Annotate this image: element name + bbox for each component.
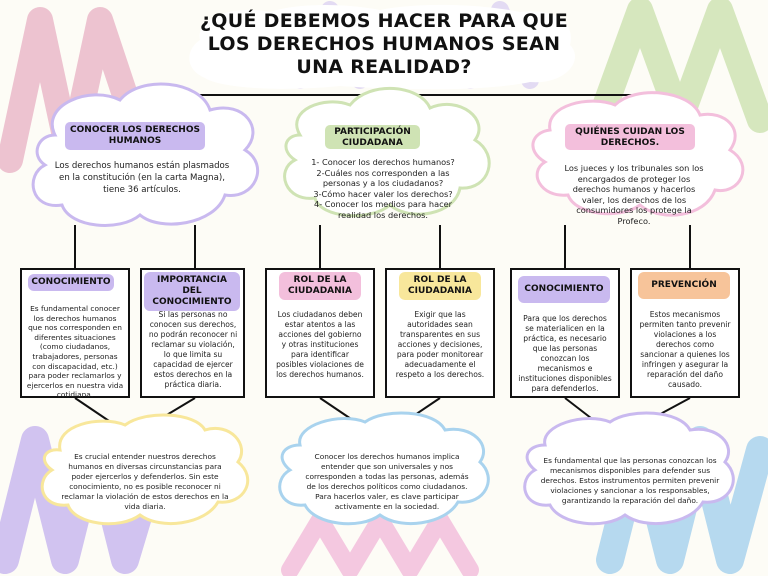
box-label: CONOCIMIENTO — [518, 276, 610, 303]
box-label: ROL DE LA CIUDADANIA — [279, 272, 361, 300]
box-importancia — [140, 268, 245, 398]
box-conocimiento-1 — [20, 268, 130, 398]
bottom-cloud-text-2: Conocer los derechos humanos implica entender que son universales y nos corresponden a todas las personas, además de los derechos políticos como ciudadanos. Para hacerlos valer, es clave participar activamente en la sociedad. — [305, 452, 469, 511]
box-rol-ciudadania-1 — [265, 268, 375, 398]
box-conocimiento-2 — [510, 268, 620, 398]
box-label: CONOCIMIENTO — [28, 274, 114, 291]
cloud-heading-conocer: CONOCER LOS DERECHOS HUMANOS — [70, 125, 200, 146]
box-text: Si las personas no conocen sus derechos, no podrán reconocer ni reclamar su violación, lo que limita su capacidad de ejercer estos derechos en la práctica diaria. — [148, 310, 238, 389]
box-prevencion — [630, 268, 740, 398]
cloud-heading-participacion: PARTICIPACIÓN CIUDADANA — [334, 127, 411, 148]
box-text: Estos mecanismos permiten tanto prevenir violaciones a los derechos como sancionar a quienes los infringen y asegurar la reparación del daño causado. — [639, 310, 731, 389]
cloud-text-conocer: Los derechos humanos están plasmados en la constitución (en la carta Magna), tiene 36 artículos. — [54, 161, 230, 195]
box-text: Exigir que las autoridades sean transparentes en sus acciones y decisiones, para poder monitorear adecuadamente el respeto a los derechos. — [395, 310, 485, 379]
cloud-text-quienes: Los jueces y los tribunales son los encargados de proteger los derechos humanos y hacerlos valer, los derechos de los consumidores los protege la Profeco. — [564, 163, 704, 226]
box-text: Los ciudadanos deben estar atentos a las acciones del gobierno y otras instituciones para identificar posibles violaciones de los derechos humanos. — [276, 310, 364, 379]
cloud-heading-quienes: QUIÉNES CUIDAN LOS DERECHOS. — [575, 127, 685, 148]
page-title: ¿QUÉ DEBEMOS HACER PARA QUE LOS DERECHOS HUMANOS SEAN UNA REALIDAD? — [199, 10, 569, 78]
box-label: ROL DE LA CIUDADANIA — [399, 272, 481, 300]
bottom-cloud-text-3: Es fundamental que las personas conozcan los mecanismos disponibles para defender sus derechos. Estos instrumentos permiten prevenir violaciones y sancionar a los responsables, garantizando la reparación del daño. — [540, 456, 720, 505]
bottom-cloud-text-1: Es crucial entender nuestros derechos humanos en diversas circunstancias para poder ejercerlos y defenderlos. Sin este conocimiento, no es posible reconocer ni reclamar la violación de estos derechos en la vida diaria. — [61, 452, 229, 511]
box-text: Para que los derechos se materialicen en la práctica, es necesario que las personas conozcan los mecanismos e instituciones disponibles para defenderlos. — [518, 314, 612, 393]
box-rol-ciudadania-2 — [385, 268, 495, 398]
cloud-text-participacion: 1- Conocer los derechos humanos? 2-Cuáles nos corresponden a las personas y a los ciudadanos? 3-Cómo hacer valer los derechos? 4- Conocer los medios para hacer realidad los derechos. — [311, 157, 455, 220]
box-label: IMPORTANCIA DEL CONOCIMIENTO — [144, 272, 240, 311]
box-text: Es fundamental conocer los derechos humanos que nos corresponden en diferentes situaciones (como ciudadanos, trabajadores, personas con discapacidad, etc.) para poder reclamarlos y ejercerlos en nuestra vida cotidiana. — [26, 304, 124, 400]
box-label: PREVENCIÓN — [638, 272, 730, 299]
